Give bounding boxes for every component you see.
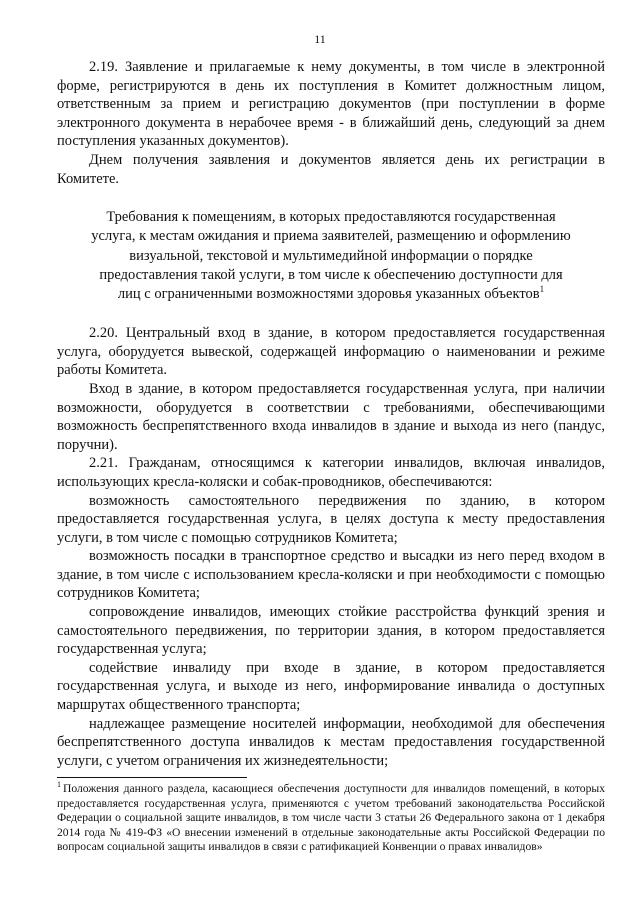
list-item-movement: возможность самостоятельного передвижения по зданию, в котором предоставляется государственная услуга, в целях доступа к месту предоставления услуги, в том числе с помощью сотрудников Комитета;	[57, 492, 605, 546]
footnote-text: Положения данного раздела, касающиеся обеспечения доступности для инвалидов помещений, в которых предоставляется государственная услуга, применяются с учетом требований законодательства Российской Федерации о социальной защите инвалидов, в том числе части 3 статьи 26 Федерального закона от 1 декабря 2014 года № 419-ФЗ «О внесении изменений в отдельные законодательные акты Российской Федерации по вопросам социальной защиты инвалидов в связи с ратификацией Конвенции о правах инвалидов»	[57, 782, 605, 854]
paragraph-receipt-date: Днем получения заявления и документов является день их регистрации в Комитете.	[57, 151, 605, 187]
section-heading	[57, 208, 605, 304]
document-body	[57, 58, 605, 770]
footnote-divider	[57, 777, 247, 778]
paragraph-entrance: Вход в здание, в котором предоставляется государственная услуга, при наличии возможности, оборудуется в соответствии с требованиями, обеспечивающими возможность беспрепятственного входа инвалидов в здание и выхода из него (пандус, поручни).	[57, 380, 605, 453]
list-item-assistance: содействие инвалиду при входе в здание, в котором предоставляется государственная услуга, и выходе из него, информирование инвалида о доступных маршрутах общественного транспорта;	[57, 659, 605, 714]
list-item-transport: возможность посадки в транспортное средство и высадки из него перед входом в здание, в том числе с использованием кресла-коляски и при необходимости с помощью сотрудников Комитета;	[57, 548, 605, 602]
footnote-mark: 1	[57, 780, 61, 790]
footnote-reference[interactable]: 1	[539, 284, 545, 295]
section-heading-text: Требования к помещениям, в которых предоставляются государственная услуга, к местам ожидания и приема заявителей, размещению и оформлению визуальной, текстовой и мультимедийной информации о порядке предоставления такой услуги, в том числе к обеспечению доступности для лиц с ограниченными возможностями здоровья указанных объектов	[91, 209, 571, 302]
paragraph-2-21: 2.21. Гражданам, относящимся к категории инвалидов, включая инвалидов, использующих кресла-коляски и собак-проводников, обеспечиваются:	[57, 455, 605, 490]
page-number: 11	[314, 32, 326, 46]
paragraph-2-19: 2.19. Заявление и прилагаемые к нему документы, в том числе в электронной форме, регистрируются в день их поступления в Комитет должностным лицом, ответственным за прием и регистрацию документов (при поступлении в форме электронного документа в нерабочее время - в ближайший день, следующий за днем поступления указанных документов).	[57, 59, 605, 150]
list-item-information: надлежащее размещение носителей информации, необходимой для обеспечения беспрепятственного доступа инвалидов к местам предоставления государственной услуги, с учетом ограничения их жизнедеятельности;	[57, 715, 605, 769]
list-item-escort: сопровождение инвалидов, имеющих стойкие расстройства функций зрения и самостоятельного передвижения, по территории здания, в котором предоставляется государственная услуга;	[57, 604, 605, 658]
paragraph-2-20: 2.20. Центральный вход в здание, в котором предоставляется государственная услуга, оборудуется вывеской, содержащей информацию о наименовании и режиме работы Комитета.	[57, 325, 605, 379]
footnote	[57, 782, 605, 855]
